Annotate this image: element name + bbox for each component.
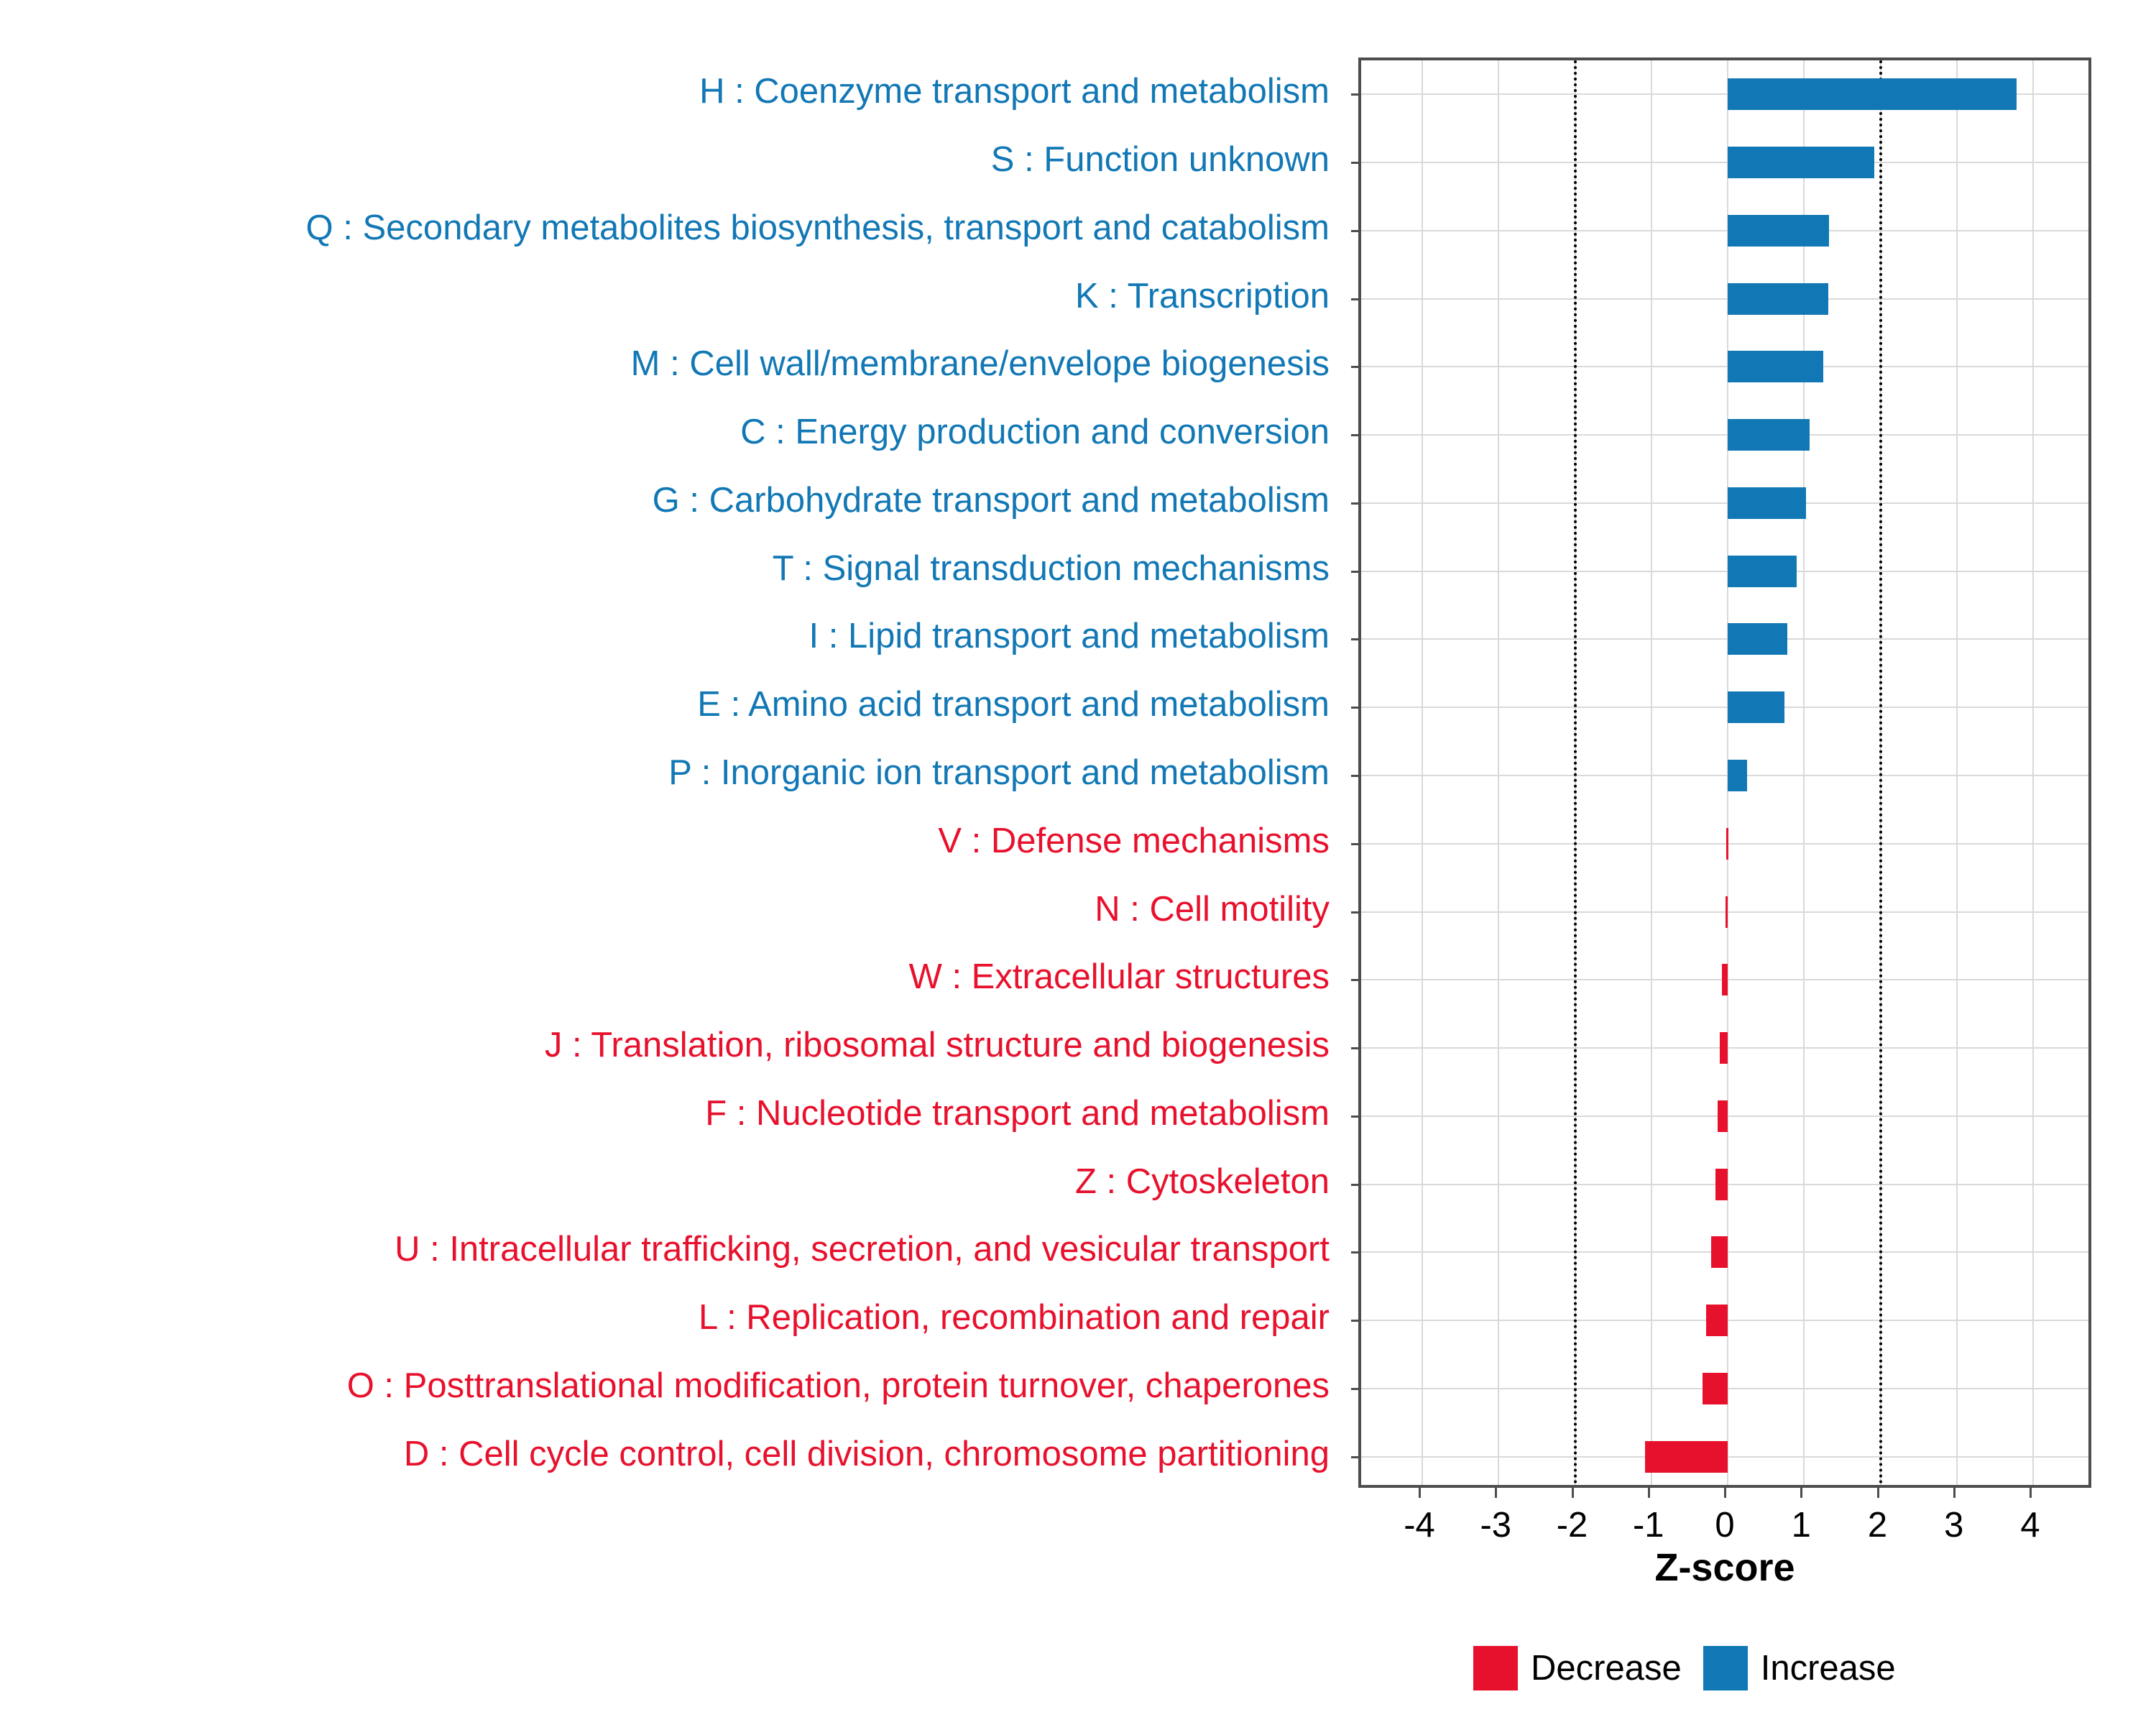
category-label: O : Posttranslational modification, protein turnover, chaperones (346, 1366, 1330, 1405)
y-tick-mark (1351, 298, 1361, 300)
y-tick-mark (1351, 571, 1361, 573)
bar (1703, 1373, 1728, 1404)
x-tick-label: -2 (1556, 1506, 1588, 1545)
x-tick-mark (1648, 1488, 1650, 1498)
category-label: T : Signal transduction mechanisms (772, 548, 1330, 588)
gridline-vertical (1498, 60, 1499, 1485)
category-label: C : Energy production and conversion (740, 413, 1330, 452)
y-tick-mark (1351, 1184, 1361, 1186)
category-label: I : Lipid transport and metabolism (808, 617, 1330, 656)
gridline-horizontal (1361, 707, 2088, 708)
y-tick-mark (1351, 230, 1361, 232)
gridline-vertical (1651, 60, 1652, 1485)
category-label: V : Defense mechanisms (938, 821, 1330, 860)
y-tick-mark (1351, 638, 1361, 640)
gridline-horizontal (1361, 571, 2088, 572)
bar (1726, 828, 1728, 860)
y-tick-mark (1351, 502, 1361, 505)
y-tick-mark (1351, 162, 1361, 164)
bar (1718, 1100, 1728, 1132)
x-tick-label: -3 (1480, 1506, 1512, 1545)
category-label: U : Intracellular trafficking, secretion, and vesicular transport (395, 1230, 1330, 1269)
y-tick-mark (1351, 1251, 1361, 1254)
x-tick-mark (1572, 1488, 1574, 1498)
gridline-horizontal (1361, 366, 2088, 367)
bar (1728, 147, 1874, 178)
category-label: D : Cell cycle control, cell division, chromosome partitioning (403, 1434, 1330, 1473)
bar (1728, 283, 1828, 315)
y-tick-mark (1351, 911, 1361, 914)
category-label: L : Replication, recombination and repair (699, 1298, 1330, 1338)
gridline-vertical (1956, 60, 1958, 1485)
bar (1728, 78, 2017, 110)
gridline-vertical (2032, 60, 2034, 1485)
plot-panel (1358, 58, 2091, 1488)
category-label: J : Translation, ribosomal structure and biogenesis (544, 1026, 1330, 1065)
bar (1706, 1305, 1728, 1336)
bar (1728, 215, 1829, 247)
x-tick-mark (1724, 1488, 1726, 1498)
x-tick-label: -4 (1404, 1506, 1435, 1545)
x-tick-label: 3 (1944, 1506, 1964, 1545)
category-label: Z : Cytoskeleton (1074, 1162, 1330, 1201)
category-label: G : Carbohydrate transport and metabolism (652, 480, 1330, 520)
gridline-horizontal (1361, 843, 2088, 845)
y-tick-mark (1351, 1047, 1361, 1049)
bar (1728, 691, 1784, 723)
legend-label-increase: Increase (1760, 1649, 1896, 1688)
x-axis-title: Z-score (1654, 1546, 1795, 1589)
category-label: K : Transcription (1074, 276, 1330, 316)
y-tick-mark (1351, 366, 1361, 368)
gridline-vertical (1803, 60, 1805, 1485)
y-tick-mark (1351, 707, 1361, 709)
y-tick-mark (1351, 1388, 1361, 1390)
category-label: E : Amino acid transport and metabolism (697, 685, 1330, 724)
x-tick-label: 2 (1867, 1506, 1888, 1545)
y-tick-mark (1351, 843, 1361, 845)
x-tick-label: 0 (1715, 1506, 1735, 1545)
bar (1720, 1032, 1728, 1064)
x-tick-mark (1953, 1488, 1955, 1498)
y-tick-mark (1351, 979, 1361, 981)
bar (1728, 760, 1747, 791)
category-label: Q : Secondary metabolites biosynthesis, transport and catabolism (305, 208, 1330, 247)
legend-label-decrease: Decrease (1531, 1649, 1682, 1688)
bar (1728, 419, 1810, 451)
gridline-horizontal (1361, 298, 2088, 300)
category-label: M : Cell wall/membrane/envelope biogenesis (630, 344, 1330, 384)
category-label-column (0, 58, 1351, 1488)
bar (1722, 964, 1728, 995)
bar (1728, 556, 1797, 587)
bar (1726, 896, 1728, 928)
x-tick-label: 1 (1791, 1506, 1811, 1545)
x-tick-mark (1419, 1488, 1421, 1498)
legend-item-decrease (1473, 1646, 1682, 1690)
y-tick-mark (1351, 434, 1361, 436)
category-label: P : Inorganic ion transport and metabolism (668, 753, 1330, 792)
gridline-vertical (1422, 60, 1423, 1485)
y-tick-mark (1351, 1320, 1361, 1322)
gridline-horizontal (1361, 230, 2088, 231)
y-tick-mark (1351, 93, 1361, 96)
x-tick-mark (1495, 1488, 1497, 1498)
category-label: S : Function unknown (990, 140, 1330, 180)
gridline-horizontal (1361, 162, 2088, 163)
reference-line (1574, 60, 1577, 1485)
legend-swatch-decrease (1473, 1646, 1518, 1690)
x-tick-mark (2030, 1488, 2032, 1498)
gridline-horizontal (1361, 434, 2088, 436)
bar (1728, 623, 1787, 655)
y-tick-mark (1351, 775, 1361, 777)
legend-swatch-increase (1703, 1646, 1748, 1690)
bar (1728, 487, 1806, 519)
category-label: F : Nucleotide transport and metabolism (705, 1093, 1330, 1133)
x-tick-label: -1 (1632, 1506, 1664, 1545)
bar (1645, 1441, 1728, 1473)
bar (1715, 1169, 1728, 1200)
y-tick-mark (1351, 1116, 1361, 1118)
category-label: N : Cell motility (1095, 889, 1330, 929)
category-label: H : Coenzyme transport and metabolism (699, 72, 1330, 111)
x-tick-mark (1877, 1488, 1879, 1498)
gridline-horizontal (1361, 502, 2088, 504)
x-tick-mark (1800, 1488, 1802, 1498)
gridline-horizontal (1361, 638, 2088, 640)
reference-line (1879, 60, 1882, 1485)
y-tick-mark (1351, 1456, 1361, 1458)
legend-item-increase (1703, 1646, 1896, 1690)
bar (1711, 1236, 1728, 1268)
x-tick-label: 4 (2020, 1506, 2040, 1545)
bar (1728, 351, 1823, 382)
legend (1473, 1646, 1896, 1690)
category-label: W : Extracellular structures (908, 957, 1330, 997)
gridline-horizontal (1361, 775, 2088, 776)
